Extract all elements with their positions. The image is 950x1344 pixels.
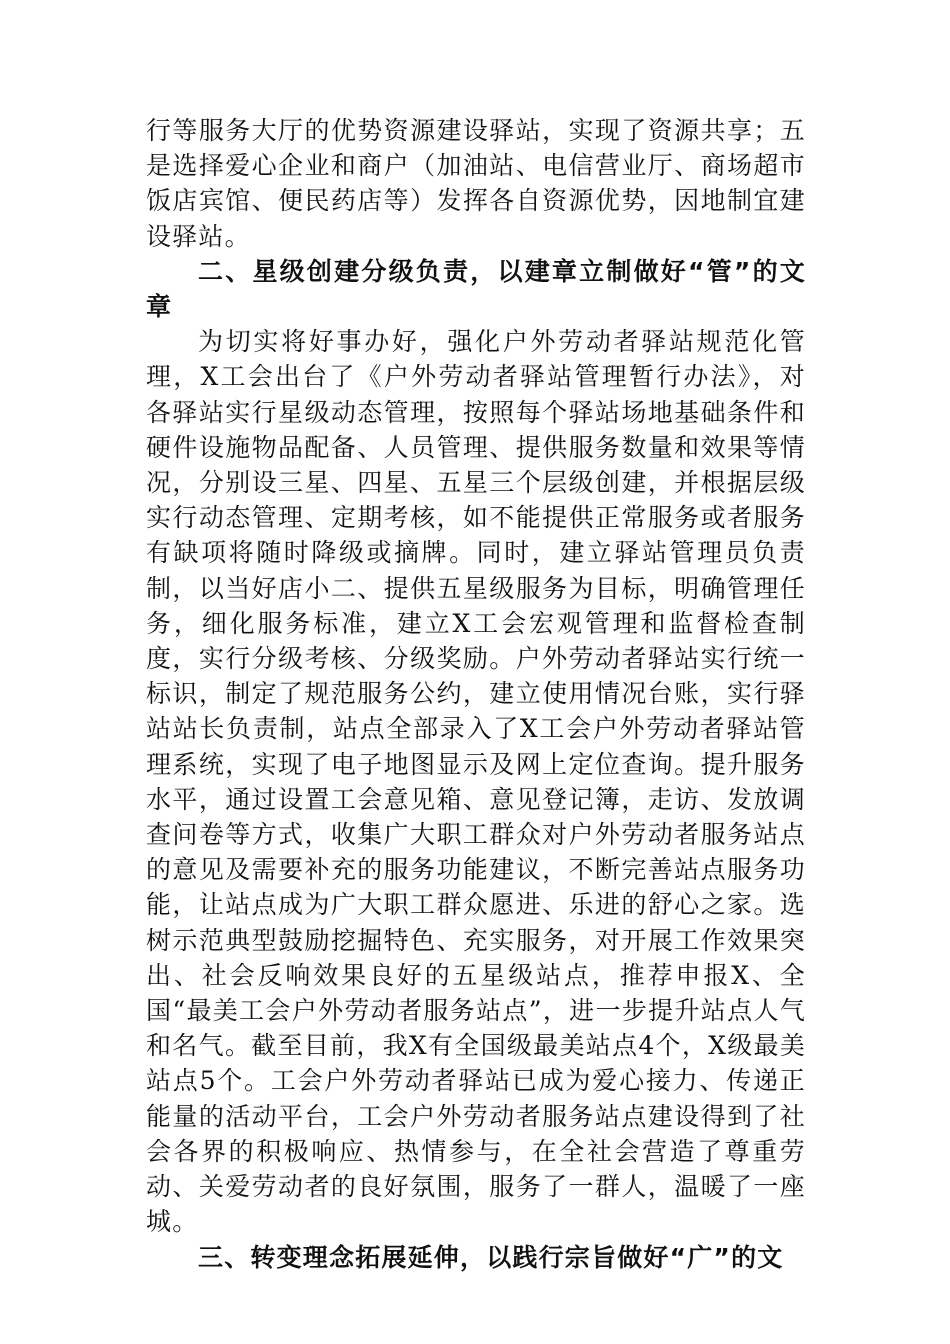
paragraph-continuation: 行等服务大厅的优势资源建设驿站，实现了资源共享；五是选择爱心企业和商户（加油站、电信营业厅、商场超市饭店宾馆、便民药店等）发挥各自资源优势，因地制宜建设驿站。	[146, 116, 806, 251]
document-body	[146, 113, 806, 1275]
paragraph-management: 为切实将好事办好，强化户外劳动者驿站规范化管理，X工会出台了《户外劳动者驿站管理暂行办法》，对各驿站实行星级动态管理，按照每个驿站场地基础条件和硬件设施物品配备、人员管理、提供服务数量和效果等情况，分别设三星、四星、五星三个层级创建，并根据层级实行动态管理、定期考核，如不能提供正常服务或者服务有缺项将随时降级或摘牌。同时，建立驿站管理员负责制，以当好店小二、提供五星级服务为目标，明确管理任务，细化服务标准，建立X工会宏观管理和监督检查制度，实行分级考核、分级奖励。户外劳动者驿站实行统一标识，制定了规范服务公约，建立使用情况台账，实行驿站站长负责制，站点全部录入了X工会户外劳动者驿站管理系统，实现了电子地图显示及网上定位查询。提升服务水平，通过设置工会意见箱、意见登记簿，走访、发放调查问卷等方式，收集广大职工群众对户外劳动者服务站点的意见及需要补充的服务功能建议，不断完善站点服务功能，让站点成为广大职工群众愿进、乐进的舒心之家。选树示范典型鼓励挖掘特色、充实服务，对开展工作效果突出、社会反响效果良好的五星级站点，推荐申报X、全国“最美工会户外劳动者服务站点”，进一步提升站点人气和名气。截至目前，我X有全国级最美站点4个，X级最美站点5个。工会户外劳动者驿站已成为爱心接力、传递正能量的活动平台，工会户外劳动者服务站点建设得到了社会各界的积极响应、热情参与，在全社会营造了尊重劳动、关爱劳动者的良好氛围，服务了一群人，温暖了一座城。	[146, 327, 806, 1237]
section-heading-3: 三、转变理念拓展延伸，以践行宗旨做好“广”的文	[198, 1242, 784, 1272]
section-heading-2: 二、星级创建分级负责，以建章立制做好“管”的文章	[146, 256, 806, 322]
